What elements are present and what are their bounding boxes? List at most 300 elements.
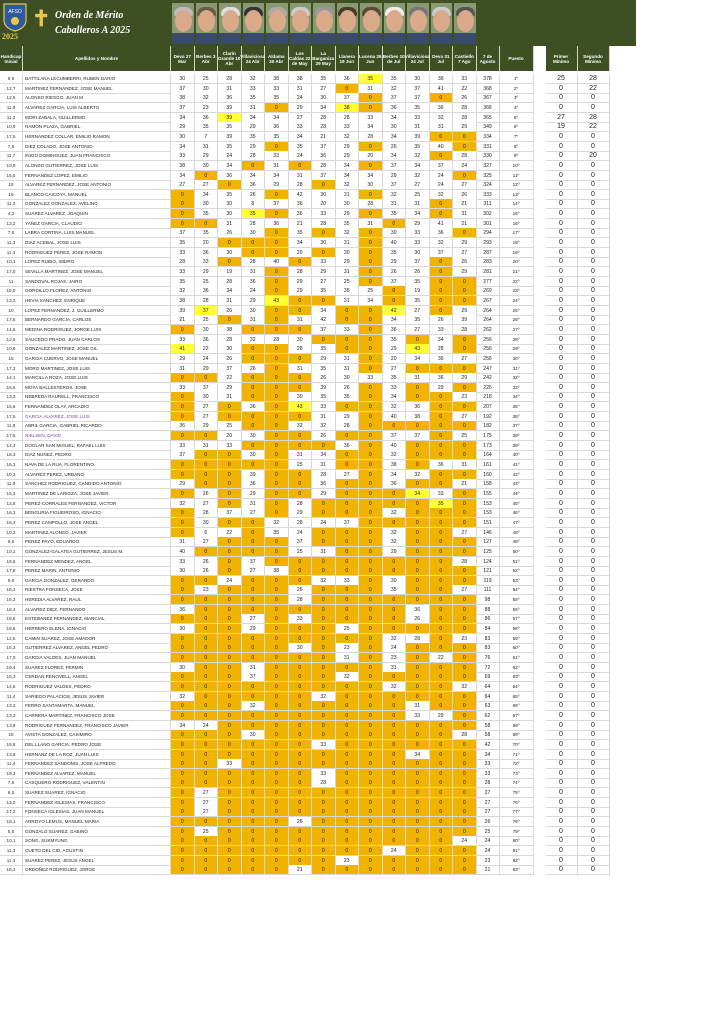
score-cell: 0 — [265, 624, 289, 634]
score-cell: 0 — [383, 711, 407, 721]
score-cell: 30 — [336, 248, 360, 258]
score-cell: 0 — [406, 788, 430, 798]
player-name: ALVAREZ PEREZ, URBANO — [23, 470, 171, 480]
table-row — [0, 171, 709, 181]
score-cell: 40 — [383, 441, 407, 451]
score-cell: 0 — [195, 759, 219, 769]
score-cell: 0 — [242, 798, 266, 808]
score-cell: 0 — [289, 566, 313, 576]
score-cell: 25 — [453, 431, 477, 441]
handicap-cell: 17,5 — [0, 132, 23, 142]
score-cell: 34 — [406, 354, 430, 364]
primer-minimo-cell: 0 — [546, 566, 578, 576]
handicap-cell: 13,3 — [0, 711, 23, 721]
score-cell: 0 — [265, 557, 289, 567]
primer-minimo-cell: 0 — [546, 682, 578, 692]
score-cell: 0 — [312, 296, 336, 306]
position-cell: 12º — [500, 180, 534, 190]
score-cell: 0 — [265, 344, 289, 354]
position-cell: 14º — [500, 199, 534, 209]
player-name: HEVIA SANCHEZ, ENRIQUE — [23, 296, 171, 306]
score-cell: 0 — [430, 827, 454, 837]
primer-minimo-cell: 0 — [546, 605, 578, 615]
score-cell: 27 — [195, 807, 219, 817]
score-cell: 28 — [171, 257, 195, 267]
handicap-cell: 15,6 — [0, 402, 23, 412]
table-row — [0, 528, 709, 538]
player-name: PEREZ-CORRALES FERNANDEZ, VICTOR — [23, 499, 171, 509]
score-cell: 36 — [312, 151, 336, 161]
score-cell: 29 — [430, 711, 454, 721]
score-cell: 33 — [171, 557, 195, 567]
player-name: GONZALO SUAREZ, GABINO — [23, 827, 171, 837]
score-cell: 0 — [359, 460, 383, 470]
score-cell: 30 — [406, 248, 430, 258]
table-row — [0, 711, 709, 721]
score-cell: 32 — [242, 74, 266, 84]
score-cell: 43 — [265, 296, 289, 306]
segundo-minimo-cell: 20 — [578, 151, 610, 161]
primer-minimo-cell: 0 — [546, 508, 578, 518]
score-cell: 0 — [195, 730, 219, 740]
segundo-minimo-cell: 22 — [578, 122, 610, 132]
table-row — [0, 798, 709, 808]
total-cell: 124 — [477, 557, 500, 567]
handicap-cell: 11,3 — [0, 199, 23, 209]
score-cell: 33 — [171, 248, 195, 258]
col-header-event: Castiello 7 Ago — [453, 46, 477, 71]
score-cell: 0 — [265, 450, 289, 460]
score-cell: 28 — [430, 344, 454, 354]
score-cell: 0 — [359, 277, 383, 287]
position-cell: 17º — [500, 228, 534, 238]
score-cell: 0 — [242, 576, 266, 586]
position-cell: 28º — [500, 335, 534, 345]
score-cell: 0 — [289, 692, 313, 702]
primer-minimo-cell: 0 — [546, 161, 578, 171]
handicap-cell: 9,5 — [0, 74, 23, 84]
score-cell: 0 — [336, 798, 360, 808]
handicap-cell: 11,8 — [0, 479, 23, 489]
cross-icon: ✝ — [32, 6, 51, 32]
table-row — [0, 692, 709, 702]
score-cell: 0 — [453, 547, 477, 557]
handicap-cell: 19,3 — [0, 769, 23, 779]
score-cell: 30 — [242, 450, 266, 460]
score-cell: 32 — [336, 228, 360, 238]
score-cell: 0 — [218, 412, 242, 422]
score-cell: 0 — [242, 711, 266, 721]
primer-minimo-cell: 0 — [546, 856, 578, 866]
score-cell: 0 — [453, 807, 477, 817]
table-row — [0, 508, 709, 518]
handicap-cell: 16,3 — [0, 585, 23, 595]
table-row — [0, 605, 709, 615]
score-cell: 22 — [218, 528, 242, 538]
table-row — [0, 306, 709, 316]
score-cell: 0 — [218, 238, 242, 248]
score-cell: 0 — [242, 383, 266, 393]
score-cell: 0 — [453, 711, 477, 721]
table-row — [0, 634, 709, 644]
score-cell: 0 — [171, 817, 195, 827]
total-cell: 27 — [477, 788, 500, 798]
score-cell: 0 — [218, 865, 242, 875]
score-cell: 0 — [218, 470, 242, 480]
player-photo — [431, 3, 453, 44]
score-cell: 0 — [218, 634, 242, 644]
player-name: FERRO SANTAMARTA, MANUEL — [23, 701, 171, 711]
total-cell: 175 — [477, 431, 500, 441]
primer-minimo-cell: 0 — [546, 817, 578, 827]
segundo-minimo-cell: 0 — [578, 672, 610, 682]
score-cell: 0 — [195, 865, 219, 875]
score-cell: 27 — [383, 364, 407, 374]
score-cell: 34 — [312, 450, 336, 460]
score-cell: 35 — [265, 132, 289, 142]
score-cell: 0 — [242, 412, 266, 422]
score-cell: 0 — [265, 595, 289, 605]
score-cell: 32 — [242, 701, 266, 711]
position-cell: 52º — [500, 566, 534, 576]
score-cell: 28 — [289, 595, 313, 605]
primer-minimo-cell: 0 — [546, 769, 578, 779]
score-cell: 0 — [312, 759, 336, 769]
score-cell: 0 — [359, 653, 383, 663]
col-header-position: Puesto — [500, 46, 534, 71]
score-cell: 0 — [195, 624, 219, 634]
score-cell: 34 — [242, 113, 266, 123]
score-cell: 0 — [265, 547, 289, 557]
score-cell: 34 — [218, 286, 242, 296]
score-cell: 0 — [453, 142, 477, 152]
score-cell: 26 — [406, 267, 430, 277]
score-cell: 0 — [359, 93, 383, 103]
score-cell: 32 — [453, 682, 477, 692]
score-cell: 35 — [218, 190, 242, 200]
segundo-minimo-cell: 0 — [578, 470, 610, 480]
primer-minimo-cell: 0 — [546, 267, 578, 277]
score-cell: 0 — [289, 470, 313, 480]
col-header-event: Deva 27 Mar — [171, 46, 195, 71]
position-cell: 50º — [500, 547, 534, 557]
handicap-cell: 15,3 — [0, 489, 23, 499]
primer-minimo-cell: 0 — [546, 103, 578, 113]
score-cell: 0 — [359, 325, 383, 335]
score-cell: 26 — [289, 817, 313, 827]
player-photo — [290, 3, 312, 44]
score-cell: 29 — [171, 479, 195, 489]
score-cell: 35 — [383, 335, 407, 345]
score-cell: 36 — [312, 479, 336, 489]
score-cell: 23 — [336, 643, 360, 653]
score-cell: 0 — [289, 730, 313, 740]
handicap-cell: 11,3 — [0, 856, 23, 866]
total-cell: 24 — [477, 846, 500, 856]
primer-minimo-cell: 0 — [546, 518, 578, 528]
score-cell: 0 — [195, 450, 219, 460]
score-cell: 0 — [406, 585, 430, 595]
player-name: GARCIA VALDES, JUAN MANUEL — [23, 653, 171, 663]
score-cell: 27 — [406, 306, 430, 316]
score-cell: 0 — [312, 643, 336, 653]
score-cell: 0 — [406, 383, 430, 393]
score-cell: 0 — [406, 499, 430, 509]
score-cell: 31 — [242, 103, 266, 113]
score-cell: 29 — [453, 238, 477, 248]
score-cell: 0 — [289, 412, 313, 422]
score-cell: 0 — [265, 277, 289, 287]
handicap-cell: 13,8 — [0, 499, 23, 509]
score-cell: 0 — [453, 441, 477, 451]
score-cell: 37 — [289, 537, 313, 547]
score-cell: 0 — [430, 692, 454, 702]
score-cell: 22 — [195, 344, 219, 354]
score-cell: 0 — [383, 672, 407, 682]
score-cell: 0 — [195, 479, 219, 489]
score-cell: 30 — [383, 576, 407, 586]
score-cell: 0 — [430, 836, 454, 846]
score-cell: 0 — [289, 161, 313, 171]
score-cell: 24 — [430, 171, 454, 181]
score-cell: 41 — [430, 219, 454, 229]
total-cell: 63 — [477, 701, 500, 711]
primer-minimo-cell: 0 — [546, 528, 578, 538]
score-cell: 36 — [195, 113, 219, 123]
score-cell: 33 — [171, 441, 195, 451]
segundo-minimo-cell: 0 — [578, 759, 610, 769]
player-name: AVISTA GONZALEZ, CASIMIRO — [23, 730, 171, 740]
score-cell: 0 — [242, 865, 266, 875]
score-cell: 0 — [171, 460, 195, 470]
score-cell: 0 — [383, 624, 407, 634]
table-row — [0, 431, 709, 441]
handicap-cell: 11 — [0, 277, 23, 287]
score-cell: 0 — [430, 450, 454, 460]
score-cell: 0 — [218, 499, 242, 509]
total-cell: 324 — [477, 180, 500, 190]
segundo-minimo-cell: 0 — [578, 383, 610, 393]
score-cell: 23 — [453, 392, 477, 402]
position-cell: 9º — [500, 151, 534, 161]
score-cell: 0 — [336, 750, 360, 760]
score-cell: 0 — [289, 653, 313, 663]
score-cell: 0 — [383, 730, 407, 740]
handicap-cell: 17,0 — [0, 267, 23, 277]
player-name: RIESTRA FONSECA, JOSE — [23, 585, 171, 595]
position-cell: 64º — [500, 682, 534, 692]
position-cell: 31º — [500, 364, 534, 374]
score-cell: 34 — [265, 113, 289, 123]
table-row — [0, 740, 709, 750]
score-cell: 28 — [312, 122, 336, 132]
score-cell: 0 — [406, 653, 430, 663]
score-cell: 28 — [195, 508, 219, 518]
score-cell: 0 — [359, 470, 383, 480]
col-header-event: Clarín Grande 10 Abr — [218, 46, 242, 71]
score-cell: 0 — [336, 827, 360, 837]
score-cell: 0 — [171, 518, 195, 528]
score-cell: 0 — [430, 296, 454, 306]
handicap-cell: 12,5 — [0, 93, 23, 103]
score-cell: 0 — [195, 460, 219, 470]
score-cell: 0 — [218, 692, 242, 702]
score-cell: 30 — [312, 93, 336, 103]
score-cell: 0 — [430, 528, 454, 538]
handicap-cell: 9,5 — [0, 788, 23, 798]
score-cell: 0 — [453, 499, 477, 509]
player-name: BATTILANA LECUMBERRI, RUBEN DARIO — [23, 74, 171, 84]
score-cell: 37 — [218, 508, 242, 518]
score-cell: 0 — [312, 682, 336, 692]
player-name: ALVAREZ GARCIA, LUIS ALBERTO — [23, 103, 171, 113]
score-cell: 0 — [453, 171, 477, 181]
primer-minimo-cell: 0 — [546, 392, 578, 402]
handicap-cell: 13,3 — [0, 701, 23, 711]
primer-minimo-cell: 0 — [546, 431, 578, 441]
score-cell: 0 — [359, 730, 383, 740]
total-cell: 62 — [477, 711, 500, 721]
position-cell: 49º — [500, 537, 534, 547]
score-cell: 0 — [312, 798, 336, 808]
score-cell: 32 — [242, 335, 266, 345]
total-cell: 330 — [477, 151, 500, 161]
score-cell: 35 — [312, 392, 336, 402]
score-cell: 27 — [453, 412, 477, 422]
total-cell: 34 — [477, 750, 500, 760]
score-cell: 37 — [383, 161, 407, 171]
score-cell: 0 — [383, 701, 407, 711]
total-cell: 72 — [477, 663, 500, 673]
primer-minimo-cell: 0 — [546, 296, 578, 306]
score-cell: 0 — [336, 759, 360, 769]
score-cell: 34 — [195, 190, 219, 200]
score-cell: 0 — [171, 807, 195, 817]
player-name: LOPEZ FERNANDEZ, J. GUILLERMO — [23, 306, 171, 316]
segundo-minimo-cell: 0 — [578, 373, 610, 383]
handicap-cell: 13,2 — [0, 219, 23, 229]
score-cell: 0 — [336, 489, 360, 499]
player-name: FERNANDEZ MENDEZ, ANGEL — [23, 557, 171, 567]
player-name: CARRERA MARTINEZ, FRANCISCO JOSE — [23, 711, 171, 721]
score-cell: 0 — [312, 585, 336, 595]
table-row — [0, 257, 709, 267]
score-cell: 29 — [453, 122, 477, 132]
primer-minimo-cell: 0 — [546, 373, 578, 383]
score-cell: 0 — [171, 489, 195, 499]
score-cell: 34 — [336, 171, 360, 181]
player-name: GUTIERREZ ALVAREZ, ANGEL PEDRO — [23, 643, 171, 653]
score-cell: 36 — [289, 209, 313, 219]
score-cell: 0 — [430, 721, 454, 731]
score-cell: 0 — [265, 325, 289, 335]
primer-minimo-cell: 0 — [546, 489, 578, 499]
score-cell: 0 — [242, 836, 266, 846]
score-cell: 29 — [289, 286, 313, 296]
position-cell: 48º — [500, 528, 534, 538]
score-cell: 0 — [265, 740, 289, 750]
score-cell: 0 — [171, 740, 195, 750]
score-cell: 34 — [171, 171, 195, 181]
player-photo — [219, 3, 241, 44]
score-cell: 35 — [430, 499, 454, 509]
score-cell: 33 — [289, 122, 313, 132]
score-cell: 33 — [312, 769, 336, 779]
position-cell: 10º — [500, 161, 534, 171]
score-cell: 31 — [289, 450, 313, 460]
score-cell: 29 — [383, 171, 407, 181]
score-cell: 0 — [289, 778, 313, 788]
score-cell: 0 — [289, 325, 313, 335]
score-cell: 0 — [430, 769, 454, 779]
score-cell: 0 — [265, 209, 289, 219]
position-cell: 66º — [500, 701, 534, 711]
score-cell: 0 — [218, 846, 242, 856]
player-name: LABRA CORTINA, LUIS MANUEL — [23, 228, 171, 238]
score-cell: 28 — [289, 344, 313, 354]
score-cell: 29 — [265, 180, 289, 190]
score-cell: 34 — [383, 132, 407, 142]
total-cell: 334 — [477, 132, 500, 142]
score-cell: 0 — [195, 711, 219, 721]
col-header-event: Lucena 26 Jun — [359, 46, 383, 71]
total-cell: 26 — [477, 817, 500, 827]
table-row — [0, 499, 709, 509]
position-cell: 70º — [500, 740, 534, 750]
score-cell: 39 — [218, 132, 242, 142]
score-cell: 22 — [430, 653, 454, 663]
score-cell: 0 — [171, 827, 195, 837]
table-row — [0, 817, 709, 827]
primer-minimo-cell: 0 — [546, 306, 578, 316]
score-cell: 0 — [312, 537, 336, 547]
score-cell: 36 — [265, 219, 289, 229]
score-cell: 0 — [453, 537, 477, 547]
score-cell: 35 — [171, 238, 195, 248]
score-cell: 0 — [171, 219, 195, 229]
segundo-minimo-cell: 0 — [578, 103, 610, 113]
table-row — [0, 383, 709, 393]
score-cell: 31 — [218, 84, 242, 94]
score-cell: 0 — [171, 199, 195, 209]
score-cell: 24 — [195, 721, 219, 731]
score-cell: 0 — [406, 566, 430, 576]
handicap-cell: 10,1 — [0, 257, 23, 267]
score-cell: 0 — [171, 585, 195, 595]
total-cell: 294 — [477, 228, 500, 238]
total-cell: 84 — [477, 624, 500, 634]
segundo-minimo-cell: 0 — [578, 479, 610, 489]
score-cell: 30 — [171, 132, 195, 142]
score-cell: 28 — [453, 103, 477, 113]
total-cell: 58 — [477, 721, 500, 731]
score-cell: 28 — [242, 151, 266, 161]
score-cell: 29 — [289, 277, 313, 287]
segundo-minimo-cell: 0 — [578, 402, 610, 412]
table-row — [0, 142, 709, 152]
score-cell: 35 — [312, 364, 336, 374]
score-cell: 30 — [289, 392, 313, 402]
score-cell: 0 — [242, 528, 266, 538]
score-cell: 24 — [195, 354, 219, 364]
primer-minimo-cell: 0 — [546, 286, 578, 296]
score-cell: 0 — [359, 721, 383, 731]
total-cell: 23 — [477, 856, 500, 866]
score-cell: 0 — [453, 721, 477, 731]
score-cell: 26 — [242, 190, 266, 200]
score-cell: 0 — [430, 364, 454, 374]
score-cell: 0 — [218, 566, 242, 576]
